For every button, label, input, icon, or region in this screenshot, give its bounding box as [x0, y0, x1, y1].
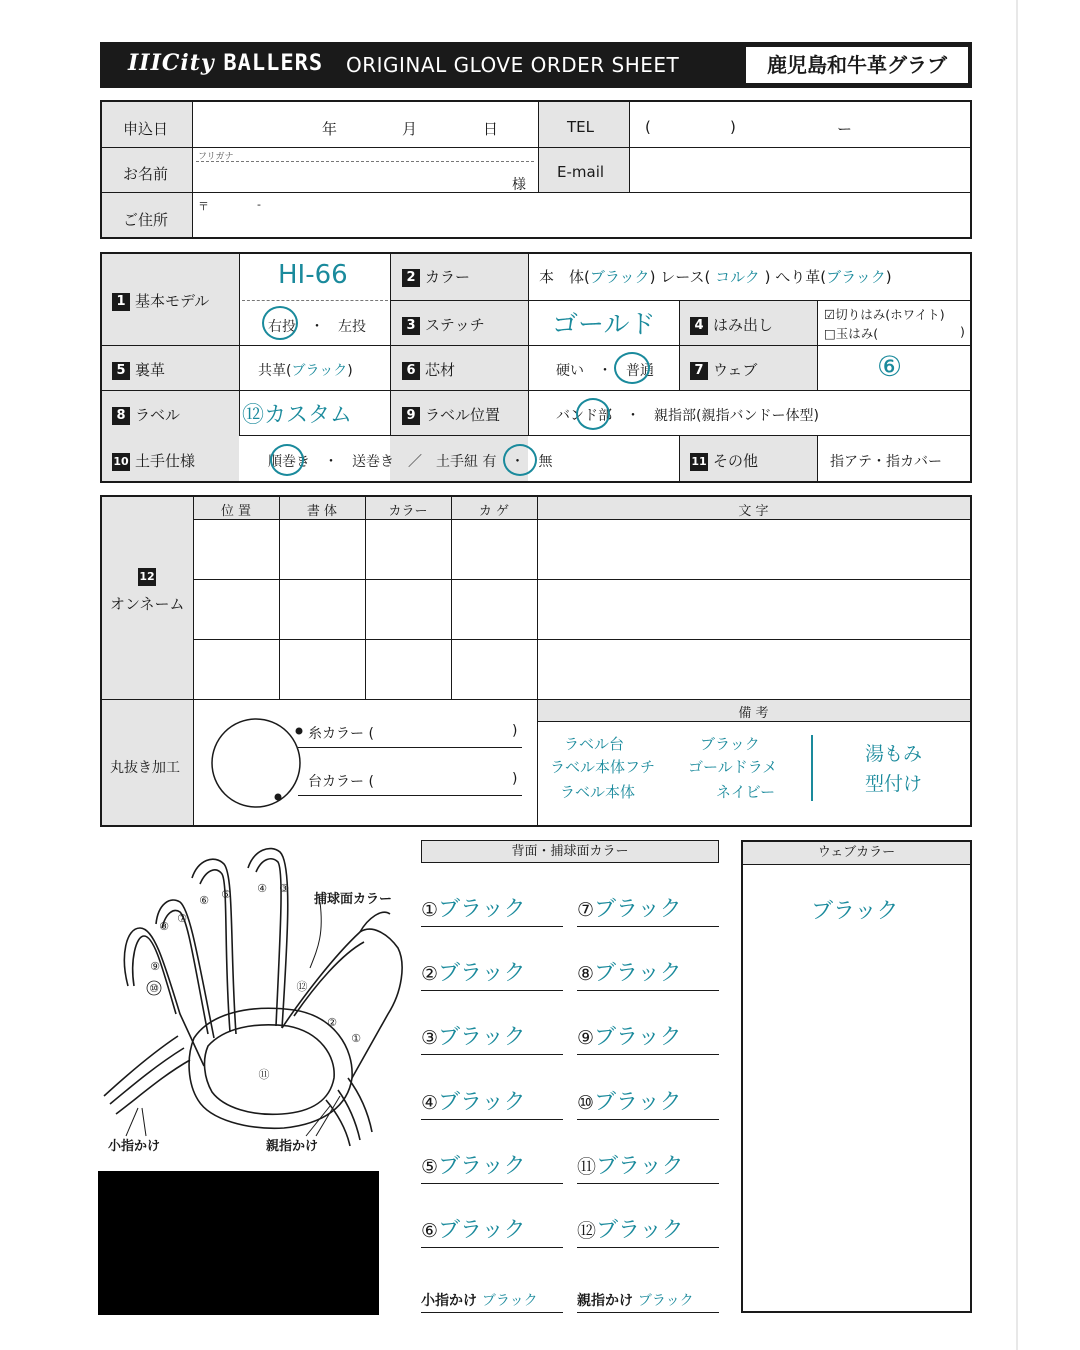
throw-right-mark: [262, 306, 298, 340]
web-color-title: ウェブカラー: [743, 842, 970, 865]
color-item-3: [421, 956, 526, 987]
address-label: ご住所: [123, 211, 169, 229]
marunuki-label: 丸抜き加工: [110, 760, 180, 776]
color-item-value: ブラック: [594, 961, 682, 986]
color-item-9: [421, 1149, 526, 1180]
other-value: 指アテ・指カバー: [830, 454, 942, 470]
glove-diagram-icon: [98, 838, 418, 1158]
color-item-value: ブラック: [594, 1025, 682, 1050]
email-label: E-mail: [557, 163, 605, 181]
web-color-value: ブラック: [811, 899, 899, 924]
color-item-1: [421, 892, 526, 923]
base-color-label: 台カラー (: [308, 774, 374, 790]
color-item-2: [577, 892, 682, 923]
color-item-7: [421, 1085, 526, 1116]
color-list-title: 背面・捕球面カラー: [421, 840, 719, 863]
web-color-box: [741, 840, 972, 1313]
name-label: お名前: [123, 165, 169, 183]
biko-key-3: ラベル本体: [560, 783, 636, 801]
logo-prefix: III: [128, 50, 162, 76]
spec-label-label: 8 ラベル: [112, 404, 180, 425]
color-item-number: ⑥: [421, 1220, 439, 1242]
onname-col-position: 位 置: [220, 504, 252, 519]
biko-note-2: 型付け: [865, 773, 923, 795]
color-item-5: [421, 1020, 526, 1051]
biko-note-1: 湯もみ: [865, 743, 923, 765]
onname-col-font: 書 体: [306, 504, 338, 519]
svg-text:②: ②: [327, 1016, 337, 1029]
color-item-12: [577, 1213, 684, 1244]
color-item-underline: [577, 1183, 719, 1184]
svg-text:⑨: ⑨: [150, 960, 160, 973]
day-label: 日: [483, 120, 499, 138]
svg-text:④: ④: [257, 882, 267, 895]
date-label: 申込日: [123, 120, 169, 138]
color-item-number: ⑤: [421, 1156, 439, 1178]
bank-options: 順巻き ・ 送巻き ／ 土手紐 有 ・ 無: [268, 454, 553, 470]
color-item-value: ブラック: [438, 897, 526, 922]
redacted-block: [98, 1171, 379, 1315]
spec-table: [100, 252, 972, 483]
spec-stitch-label: 3 ステッチ: [402, 314, 485, 335]
throw-option: 右投 ・ 左投: [268, 319, 366, 335]
spec-basic-model-label: 1 基本モデル: [112, 290, 209, 311]
color-item-10: [577, 1149, 684, 1180]
spec-web-label: 7 ウェブ: [690, 359, 757, 380]
svg-text:③: ③: [279, 882, 289, 895]
thread-color-label: 糸カラー (: [308, 726, 374, 742]
onname-col-color: カラー: [388, 504, 428, 519]
svg-text:⑤: ⑤: [221, 888, 231, 901]
biko-val-2: ゴールドラメ: [688, 758, 778, 776]
logo-mid: City: [161, 50, 215, 76]
overflow-opt-ball: □玉はみ(: [824, 326, 879, 341]
overflow-opt-ball-close: ): [960, 324, 965, 339]
svg-text:⑪: ⑪: [258, 1068, 270, 1081]
color-item-number: ⑦: [577, 899, 595, 921]
web-value: ⑥: [877, 350, 903, 383]
color-item-underline: [577, 1119, 719, 1120]
svg-text:⑦: ⑦: [177, 912, 187, 925]
color-item-number: ⑧: [577, 963, 595, 985]
logo-suffix: BALLERS: [223, 51, 324, 76]
biko-divider: [811, 735, 813, 801]
furigana-label: フリガナ: [198, 152, 234, 162]
tel-label: TEL: [567, 118, 594, 136]
catch-face-label: 捕球面カラー: [314, 892, 393, 907]
label-position-options: バンド部 ・ 親指部(親指バンドー体型): [556, 408, 819, 424]
marunuki-circle-icon: [208, 715, 318, 811]
svg-text:⑥: ⑥: [199, 894, 209, 907]
base-color-close: ): [512, 771, 518, 787]
color-item-number: ⑪: [577, 1156, 597, 1178]
biko-key-1: ラベル台: [564, 735, 625, 753]
color-item-underline: [421, 1247, 563, 1248]
core-normal-mark: [614, 352, 650, 384]
color-line: 本 体(ブラック) レース( コルク ) へり革(ブラック): [539, 268, 892, 286]
overflow-opt-cut: ☑切りはみ(ホワイト): [824, 307, 945, 322]
tel-dash: ー: [837, 120, 853, 138]
year-label: 年: [322, 120, 338, 138]
pinky-hook-label: 小指かけ: [108, 1139, 161, 1154]
month-label: 月: [402, 120, 418, 138]
pinky-color-item: 小指かけ ブラック: [421, 1293, 538, 1309]
color-item-number: ④: [421, 1092, 439, 1114]
spec-overflow-label: 4 はみ出し: [690, 314, 773, 335]
biko-val-3: ネイビー: [716, 783, 776, 801]
model-value: HI-66: [278, 260, 348, 290]
spec-bank-label: 10 土手仕様: [113, 452, 196, 470]
color-item-underline: [421, 926, 563, 927]
core-options: 硬い ・ 普通: [556, 363, 654, 379]
svg-text:⑫: ⑫: [296, 980, 308, 993]
spec-other-label: 11 その他: [691, 452, 759, 470]
color-item-value: ブラック: [438, 961, 526, 986]
brand-logo: [128, 50, 323, 76]
color-item-value: ブラック: [594, 1090, 682, 1115]
spec-lining-label: 5 裏革: [112, 359, 165, 380]
stitch-value: ゴールド: [552, 310, 656, 340]
page-edge: [1016, 0, 1018, 1350]
color-item-8: [577, 1085, 682, 1116]
tel-open: (: [645, 118, 651, 136]
postal-dash: -: [257, 198, 261, 211]
spec-core-label: 6 芯材: [402, 359, 455, 380]
customer-table: [100, 100, 972, 239]
color-item-underline: [577, 926, 719, 927]
thumb-color-item: 親指かけ ブラック: [577, 1293, 694, 1309]
color-item-6: [577, 1020, 682, 1051]
color-item-number: ③: [421, 1027, 439, 1049]
color-item-4: [577, 956, 682, 987]
color-item-number: ①: [421, 899, 439, 921]
svg-text:⑧: ⑧: [159, 920, 169, 933]
color-item-value: ブラック: [594, 897, 682, 922]
color-item-underline: [577, 1054, 719, 1055]
onname-col-shadow: カ ゲ: [478, 504, 510, 519]
color-item-underline: [421, 1183, 563, 1184]
biko-key-2: ラベル本体フチ: [550, 758, 656, 776]
sama-label: 様: [512, 177, 526, 193]
onname-label: オンネーム: [110, 595, 185, 613]
brand-box: 鹿児島和牛革グラブ: [746, 47, 968, 83]
color-item-value: ブラック: [438, 1218, 526, 1243]
tel-close: ): [730, 118, 736, 136]
sheet-title: ORIGINAL GLOVE ORDER SHEET: [346, 53, 680, 77]
header-bar: [100, 42, 972, 88]
color-item-value: ブラック: [438, 1090, 526, 1115]
lining-value: 共革(ブラック): [258, 363, 353, 379]
color-item-number: ⑫: [577, 1220, 597, 1242]
thumb-hook-label: 親指かけ: [266, 1139, 319, 1154]
spec-label-position-label: 9 ラベル位置: [402, 404, 500, 425]
color-item-underline: [577, 990, 719, 991]
color-item-11: [421, 1213, 526, 1244]
color-item-underline: [421, 1054, 563, 1055]
color-item-underline: [421, 1119, 563, 1120]
label-band-mark: [576, 398, 610, 430]
svg-text:⑩: ⑩: [149, 982, 159, 995]
onname-num: 12: [138, 567, 161, 586]
postal-mark: 〒: [198, 200, 209, 213]
svg-text:①: ①: [351, 1032, 361, 1045]
label-value: ⑫カスタム: [242, 403, 353, 428]
spec-color-label: 2 カラー: [402, 266, 470, 287]
color-item-number: ⑩: [577, 1092, 595, 1114]
color-item-underline: [577, 1247, 719, 1248]
bank-cord-yes-mark: [503, 444, 537, 476]
color-item-underline: [421, 990, 563, 991]
color-item-value: ブラック: [596, 1218, 684, 1243]
onname-col-text: 文 字: [738, 504, 769, 519]
bank-line-mark: [270, 444, 304, 476]
color-item-value: ブラック: [596, 1154, 684, 1179]
color-item-number: ⑨: [577, 1027, 595, 1049]
onname-table: [100, 495, 972, 827]
color-item-number: ②: [421, 963, 439, 985]
biko-title: 備 考: [738, 706, 769, 721]
biko-val-1: ブラック: [700, 735, 760, 753]
color-item-value: ブラック: [438, 1154, 526, 1179]
thread-color-close: ): [512, 723, 518, 739]
color-item-value: ブラック: [438, 1025, 526, 1050]
